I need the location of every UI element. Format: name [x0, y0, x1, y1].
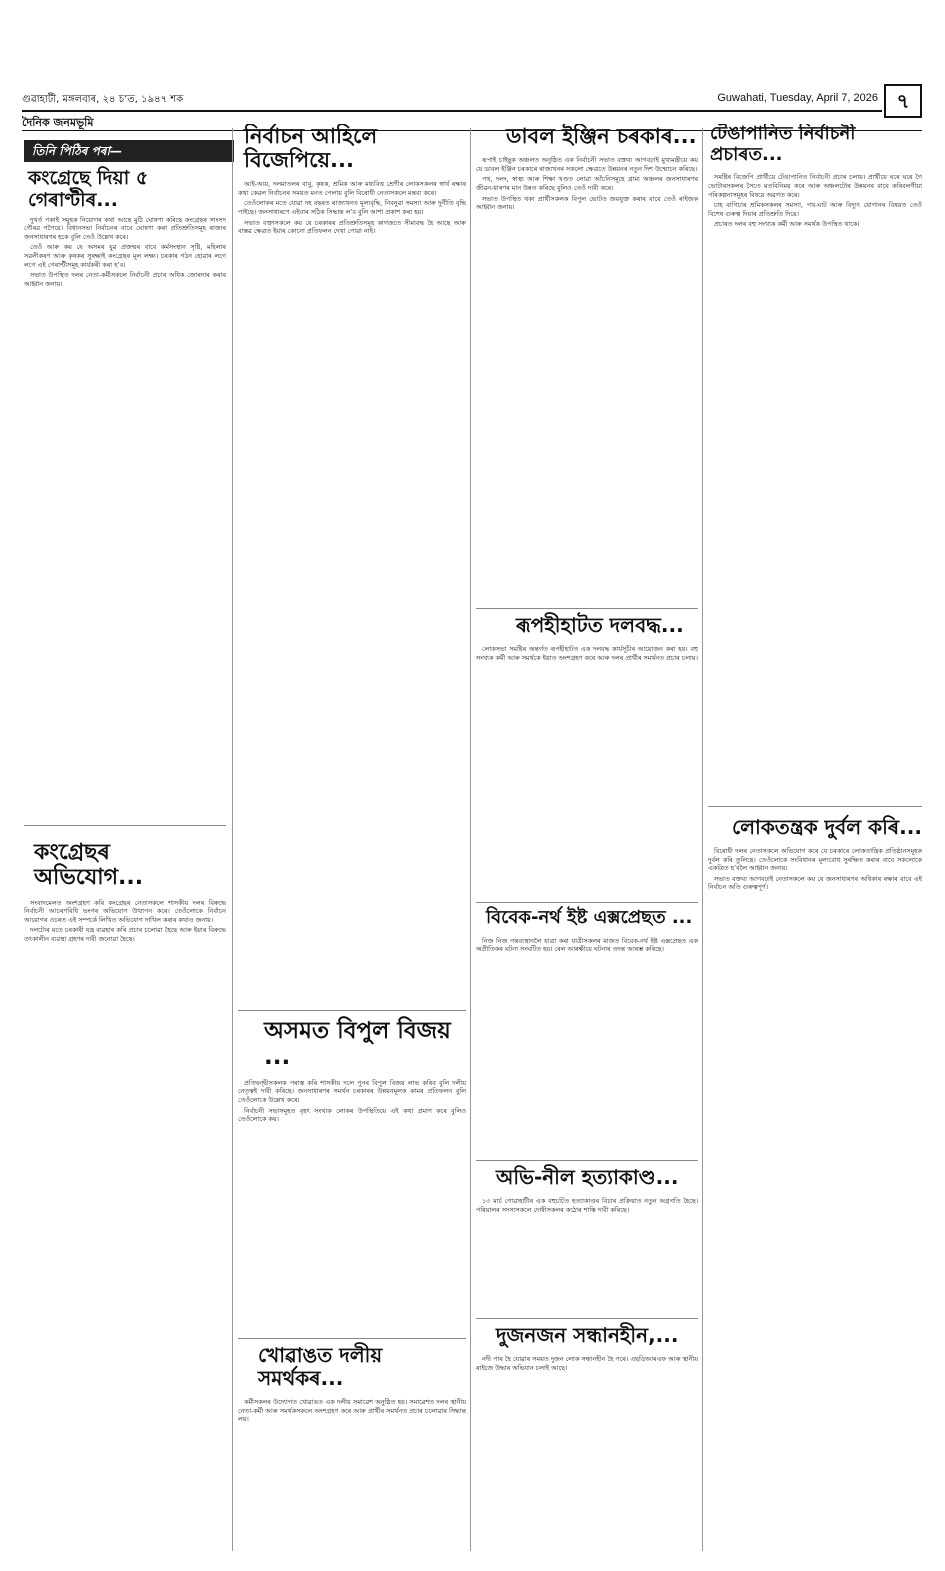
article-body	[238, 1079, 466, 1336]
article-block	[708, 124, 922, 764]
article-separator	[24, 825, 226, 826]
article-paragraph: ১৩ মাৰ্চ গোৱাহাটীৰ এক বহুচৰ্চিত হত্যাকাণ্ডৰ বিচাৰ প্ৰক্ৰিয়াত নতুন অগ্ৰগতি হৈছে। পৰিয়ালৰ সদস্যসকলে দোষীসকলৰ কঠোৰ শাস্তি দাবী কৰিছে।	[476, 1197, 698, 1214]
article-block	[238, 124, 466, 1008]
article-paragraph: নিজ নিজ গন্তব্যস্থানলৈ যাত্ৰা কৰা যাত্ৰীসকলৰ মাজত বিবেক-নৰ্থ ইষ্ট এক্সপ্ৰেছত এক অপ্ৰীতিকৰ ঘটনা সংঘটিত হয়। ৰেল আৰক্ষীয়ে ঘটনাৰ তদন্ত আৰম্ভ কৰিছে।	[476, 936, 698, 954]
article-block	[476, 1164, 698, 1314]
article-body	[708, 847, 922, 1543]
article-headline: ডাবল ইঞ্জিন চৰকাৰ...	[506, 124, 697, 148]
page-number: ৭	[884, 84, 922, 118]
article-block	[708, 812, 922, 1552]
article-paragraph: কৰ্মীসকলৰ উদ্যোগত খোৱাঙত এক দলীয় সমাৱেশ অনুষ্ঠিত হয়। সমাৱেশত দলৰ স্থানীয় নেতা-কৰ্মী আৰু সমৰ্থকসকলে অংশগ্ৰহণ কৰে আৰু প্ৰাৰ্থীৰ সমৰ্থনত প্ৰচাৰ চলোৱাৰ সিদ্ধান্ত লয়।	[238, 1398, 466, 1424]
column-divider	[702, 128, 703, 1551]
masthead-rule	[22, 110, 882, 112]
article-headline: নিৰ্বাচন আহিলে বিজেপিয়ে...	[244, 124, 378, 173]
section-tag: তিনি পিঠিৰ পৰা—	[24, 140, 234, 162]
article-body	[24, 216, 226, 816]
article-block	[24, 166, 226, 822]
article-separator	[476, 1160, 698, 1161]
article-paragraph: চাহ বাগিচাৰ শ্ৰমিকসকলৰ সমস্যা, পথ-ঘাট আৰু বিদ্যুৎ যোগানৰ বিষয়ত তেওঁ বিশেষ গুৰুত্ব দিয়াৰ প্ৰতিশ্ৰুতি দিয়ে।	[708, 201, 922, 218]
article-paragraph: ৰূপাই চাইছুক অঞ্চলত অনুষ্ঠিত এক নিৰ্বাচনী সভাত বক্তব্য আগবঢ়াই মুখ্যমন্ত্ৰীয়ে কয় যে ডাবল ইঞ্জিন চৰকাৰে ৰাজ্যখনৰ সকলো ক্ষেত্ৰতে উন্নয়নৰ নতুন দিশ উন্মোচন কৰিছে।	[476, 156, 698, 173]
article-headline: দুজনজন সন্ধানহীন,...	[496, 1323, 679, 1347]
article-block	[476, 906, 698, 1158]
article-headline: খোৱাঙত দলীয় সমৰ্থকৰ...	[258, 1343, 383, 1390]
article-paragraph: লোকসভা সমষ্টিৰ অন্তৰ্গত ৰূপহীহাটত এক দলবদ্ধ কাৰ্যসূচীৰ আয়োজন কৰা হয়। বহু সংখ্যক কৰ্মী আৰু সমৰ্থকে ইয়াত অংশগ্ৰহণ কৰে আৰু দলৰ প্ৰাৰ্থীৰ সমৰ্থনত প্ৰচাৰ চলায়।	[476, 645, 698, 662]
article-body	[476, 937, 698, 1153]
article-paragraph: সভাত উপস্থিত থকা প্ৰাৰ্থীসকলক বিপুল ভোটত জয়যুক্ত কৰাৰ বাবে তেওঁ ৰাইজক আহ্বান জনায়।	[476, 194, 698, 212]
article-body	[476, 156, 698, 596]
article-separator	[476, 1318, 698, 1319]
article-block	[476, 1322, 698, 1552]
article-body	[708, 173, 922, 764]
article-paragraph: সভাত উপস্থিত দলৰ নেতা-কৰ্মীসকলে নিৰ্বাচনী প্ৰচাৰ অধিক জোৰদাৰ কৰাৰ আহ্বান জনায়।	[24, 271, 226, 288]
article-separator	[476, 608, 698, 609]
article-body	[238, 180, 466, 1008]
article-paragraph: নদী পাৰ হৈ যোৱাৰ সময়ত দুজন লোক সন্ধানহীন হৈ পৰে। এছডিআৰএফ আৰু স্থানীয় ৰাইজে উদ্ধাৰ অভিযান চলাই আছে।	[476, 1355, 698, 1372]
article-headline: কংগ্ৰেছে দিয়া ৫ গেৰাণ্টীৰ...	[28, 167, 149, 211]
article-paragraph: প্ৰচাৰত দলৰ বহু সংখ্যক কৰ্মী আৰু সমৰ্থক উপস্থিত থাকে।	[714, 220, 860, 229]
article-headline: লোকতন্ত্ৰক দুৰ্বল কৰি...	[732, 815, 922, 839]
article-headline: টেঙাপানিত নিৰ্বাচনী প্ৰচাৰত...	[710, 124, 856, 165]
article-block	[24, 830, 226, 1552]
paper-name: দৈনিক জনমভূমি	[22, 116, 94, 129]
article-body	[476, 1197, 698, 1307]
article-block	[238, 1342, 466, 1552]
article-paragraph: সভাত বক্তাসকলে কয় যে চৰকাৰৰ প্ৰতিশ্ৰুতিসমূহ কাগজতে সীমাবদ্ধ হৈ আছে আৰু বাস্তৱ ক্ষেত্ৰত ইয়াৰ কোনো প্ৰতিফলন দেখা পোৱা নাই।	[238, 218, 466, 236]
article-headline: অভি-নীল হত্যাকাণ্ড...	[496, 1165, 679, 1189]
article-block	[476, 124, 698, 606]
article-body	[238, 1398, 466, 1552]
article-paragraph: সমষ্টিৰ বিজেপি প্ৰাৰ্থীয়ে টেঙাপানিত নিৰ্বাচনী প্ৰচাৰ চলায়। প্ৰাৰ্থীয়ে ঘৰে ঘৰে গৈ ভোটাৰসকলৰ সৈতে মতবিনিময় কৰে আৰু অঞ্চলটোৰ উন্নয়নৰ বাবে কৰিবলগীয়া পৰিকল্পনাসমূহৰ বিষয়ে অৱগত কৰে।	[708, 173, 922, 199]
article-paragraph: তেওঁ আৰু কয় যে অসমৰ যুৱ প্ৰজন্মৰ বাবে কৰ্মসংস্থান সৃষ্টি, মহিলাৰ সৱলীকৰণ আৰু কৃষকৰ সুৰক্ষাই কংগ্ৰেছৰ মূল লক্ষ্য। চৰকাৰ গঠন হোৱাৰ লগে লগে এই গেৰাণ্টীসমূহ কাৰ্যকৰী কৰা হ’ব।	[24, 243, 226, 269]
column-divider	[470, 128, 471, 1551]
article-paragraph: বিৰোধী দলৰ নেতাসকলে অভিযোগ কৰে যে চৰকাৰে লোকতান্ত্ৰিক প্ৰতিষ্ঠানসমূহক দুৰ্বল কৰি তুলিছে। তেওঁলোকে সংবিধানৰ মূল্যবোধ সুৰক্ষিত কৰাৰ বাবে সকলোকে একত্ৰিত হ’বলৈ আহ্বান জনায়।	[708, 847, 922, 873]
article-paragraph: নিৰ্বাচনী সভাসমূহত বৃহৎ সংখ্যক লোকৰ উপস্থিতিয়ে এই কথা প্ৰমাণ কৰে বুলিও তেওঁলোকে কয়।	[238, 1106, 466, 1124]
article-paragraph: পথ, দলং, স্বাস্থ্য আৰু শিক্ষা খণ্ডত লোৱা আঁচনিসমূহে গ্ৰাম্য অঞ্চলৰ জনসাধাৰণৰ জীৱন-ধাৰণৰ মান উন্নত কৰিছে বুলিও তেওঁ দাবী কৰে।	[476, 175, 698, 192]
article-paragraph: সংবাদমেলত অংশগ্ৰহণ কৰি কংগ্ৰেছৰ নেতাসকলে শাসকীয় দলৰ বিৰুদ্ধে নিৰ্বাচনী আচৰণবিধি ভংগৰ অভিযোগ উত্থাপন কৰে। তেওঁলোকে নিৰ্বাচন আয়োগৰ ওচৰত এই সম্পৰ্কে লিখিত অভিযোগ দাখিল কৰাৰ কথাও জনায়।	[24, 898, 226, 924]
article-headline: ৰূপহীহাটত দলবদ্ধ...	[516, 613, 684, 637]
article-paragraph: প্ৰতিদ্বন্দ্বীসকলক পৰাস্ত কৰি শাসকীয় দলে পুনৰ বিপুল বিজয় লাভ কৰিব বুলি দলীয় নেতৃত্বই দাবী কৰিছে। জনসাধাৰণৰ সমৰ্থন চৰকাৰৰ উন্নয়নমূলক কামৰ প্ৰতিফলন বুলি তেওঁলোকে উল্লেখ কৰে।	[238, 1078, 466, 1105]
article-block	[238, 1014, 466, 1336]
article-headline: বিবেক-নৰ্থ ইষ্ট এক্সপ্ৰেছত ...	[486, 907, 693, 928]
article-paragraph: দুখৰ্ত পকাই সমুহক নিয়োগৰ কথা আছে মুঠি ঘোষণা কৰিছে কংগ্ৰেছৰ সাংসদ গৌৰৱ গগৈয়ে। বিধানসভা নিৰ্বাচনৰ বাবে ঘোষণা কৰা প্ৰতিশ্ৰুতিসমূহ ৰাজ্যৰ জনসাধাৰণৰ হকে বুলি তেওঁ উল্লেখ কৰে।	[24, 215, 226, 241]
article-separator	[238, 1010, 466, 1011]
masthead-date-english: Guwahati, Tuesday, April 7, 2026	[717, 92, 878, 104]
masthead	[22, 84, 922, 129]
article-separator	[708, 806, 922, 807]
article-paragraph: তেওঁলোকৰ মতে যোৱা দহ বছৰত ৰাজ্যখনত মূল্যবৃদ্ধি, নিবনুৱা সমস্যা আৰু দুৰ্নীতি বৃদ্ধি পাইছে। জনসাধাৰণে এইবাৰ সঠিক সিদ্ধান্ত ল’ব বুলি আশা প্ৰকাশ কৰা হয়।	[238, 199, 466, 217]
article-body	[476, 1355, 698, 1545]
article-separator	[476, 902, 698, 903]
article-body	[476, 645, 698, 895]
article-headline: অসমত বিপুল বিজয় ...	[264, 1018, 451, 1071]
article-separator	[238, 1338, 466, 1339]
article-paragraph: আই-আয়, দলমাতলৰ বাবু, কৃষক, শ্ৰমিক আৰু মধ্যবিত্ত শ্ৰেণীৰ লোকসকলৰ স্বাৰ্থ ৰক্ষাৰ কথা কেৱল নিৰ্বাচনৰ সময়ত মনত পেলায় বুলি বিৰোধী নেতাসকলে মন্তব্য কৰে।	[238, 180, 466, 197]
masthead-date-assamese: গুৱাহাটী, মঙ্গলবাৰ, ২৪ চ’ত, ১৯৪৭ শক	[22, 94, 184, 105]
column-divider	[232, 128, 233, 1551]
article-body	[24, 899, 226, 1549]
article-paragraph: সভাত বক্তব্য আগবঢ়াই নেতাসকলে কয় যে জনসাধাৰণৰ অধিকাৰ ৰক্ষাৰ বাবে এই নিৰ্বাচন অতি গুৰুত্বপূৰ্ণ।	[708, 874, 922, 892]
article-headline: কংগ্ৰেছৰ অভিযোগ...	[34, 840, 144, 891]
article-block	[476, 612, 698, 900]
article-paragraph: দলটোৰ মতে চৰকাৰী যন্ত্ৰ ব্যৱহাৰ কৰি প্ৰচাৰ চলোৱা হৈছে আৰু ইয়াৰ বিৰুদ্ধে তৎকালীন ব্যৱস্থা গ্ৰহণৰ দাবী জনোৱা হৈছে।	[24, 926, 226, 943]
